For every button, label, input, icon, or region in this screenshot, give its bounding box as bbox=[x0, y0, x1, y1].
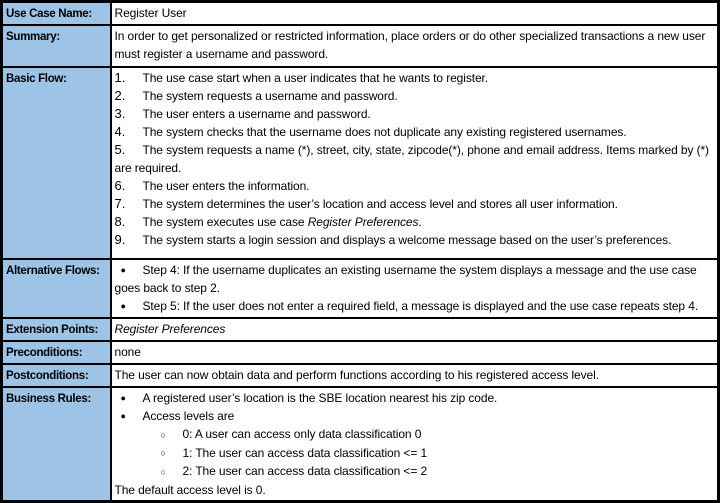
basic-flow-item: 8. The system executes use case Register Preferences. bbox=[114, 214, 422, 229]
row-label-preconditions: Preconditions: bbox=[2, 341, 111, 364]
summary-value: In order to get personalized or restricted information, place orders or do other specialized transactions a new user must register a username and password. bbox=[111, 25, 719, 67]
basic-flow-item: 9. The system starts a login session and displays a welcome message based on the user’s preferences. bbox=[114, 232, 672, 247]
circle-bullet-icon: ○ bbox=[160, 466, 166, 477]
alternative-flows-list bbox=[115, 261, 715, 315]
postconditions-value: The user can now obtain data and perform functions according to his registered access level. bbox=[111, 364, 719, 387]
table-row-alternative-flows bbox=[2, 259, 719, 318]
basic-flow-list bbox=[115, 69, 715, 249]
table-row-basic-flow bbox=[2, 67, 719, 259]
table-row-preconditions bbox=[2, 341, 719, 364]
table-row-summary bbox=[2, 25, 719, 67]
basic-flow-item: 2. The system requests a username and password. bbox=[114, 88, 398, 103]
basic-flow-item: 3. The user enters a username and password. bbox=[114, 106, 371, 121]
bullet-icon: ● bbox=[120, 265, 126, 275]
basic-flow-item: 7. The system determines the user’s location and access level and stores all user information. bbox=[114, 196, 618, 211]
row-label-use-case-name: Use Case Name: bbox=[2, 2, 111, 26]
table-row-use-case-name bbox=[2, 2, 719, 26]
circle-bullet-icon: ○ bbox=[160, 448, 166, 458]
list-number: 5. bbox=[114, 142, 126, 157]
alternative-flows-cell bbox=[111, 259, 719, 318]
bullet-icon: ● bbox=[120, 393, 126, 403]
use-case-reference: Register Preferences bbox=[307, 215, 419, 229]
basic-flow-item: 5. The system requests a name (*), street, city, state, zipcode(*), phone and email address. Items marked by (*) are required. bbox=[114, 142, 709, 175]
table-row-postconditions bbox=[2, 364, 719, 387]
table-row-business-rules bbox=[2, 387, 719, 501]
basic-flow-item: 1. The use case start when a user indicates that he wants to register. bbox=[114, 70, 488, 85]
list-number: 6. bbox=[114, 178, 126, 193]
bullet-icon: ● bbox=[120, 301, 126, 311]
list-number: 7. bbox=[114, 196, 126, 211]
access-level-item: ○ 1: The user can access data classification <= 1 bbox=[115, 444, 715, 463]
preconditions-value: none bbox=[111, 341, 719, 364]
business-rules-list bbox=[115, 389, 715, 481]
list-number: 3. bbox=[114, 106, 126, 121]
business-rules-footer: The default access level is 0. bbox=[114, 482, 266, 497]
business-rule-item: ● Access levels are bbox=[115, 407, 715, 425]
access-level-item: ○ 2: The user can access data classification <= 2 bbox=[115, 462, 715, 481]
alternative-flow-item: ● Step 5: If the user does not enter a required field, a message is displayed and the use case repeats step 4. bbox=[115, 297, 715, 315]
basic-flow-item: 6. The user enters the information. bbox=[114, 178, 310, 193]
list-number: 2. bbox=[114, 88, 126, 103]
business-rules-cell bbox=[111, 387, 719, 501]
row-label-extension-points: Extension Points: bbox=[2, 318, 111, 341]
row-label-postconditions: Postconditions: bbox=[2, 364, 111, 387]
use-case-name-value: Register User bbox=[111, 2, 719, 26]
list-number: 1. bbox=[114, 70, 126, 85]
list-number: 4. bbox=[114, 124, 126, 139]
row-label-alternative-flows: Alternative Flows: bbox=[2, 259, 111, 318]
table-row-extension-points bbox=[2, 318, 719, 341]
circle-bullet-icon: ○ bbox=[160, 429, 166, 440]
extension-points-value: Register Preferences bbox=[111, 318, 719, 341]
bullet-icon: ● bbox=[120, 411, 126, 421]
list-number: 9. bbox=[114, 232, 126, 247]
row-label-business-rules: Business Rules: bbox=[2, 387, 111, 501]
access-level-item: ○ 0: A user can access only data classification 0 bbox=[115, 425, 715, 444]
business-rule-item: ● A registered user’s location is the SBE location nearest his zip code. bbox=[115, 389, 715, 407]
basic-flow-cell bbox=[111, 67, 719, 259]
alternative-flow-item: ● Step 4: If the username duplicates an existing username the system displays a message and the use case goes back to step 2. bbox=[114, 263, 697, 295]
row-label-basic-flow: Basic Flow: bbox=[2, 67, 111, 259]
list-number: 8. bbox=[114, 214, 126, 229]
basic-flow-item: 4. The system checks that the username does not duplicate any existing registered usernames. bbox=[114, 124, 627, 139]
row-label-summary: Summary: bbox=[2, 25, 111, 67]
